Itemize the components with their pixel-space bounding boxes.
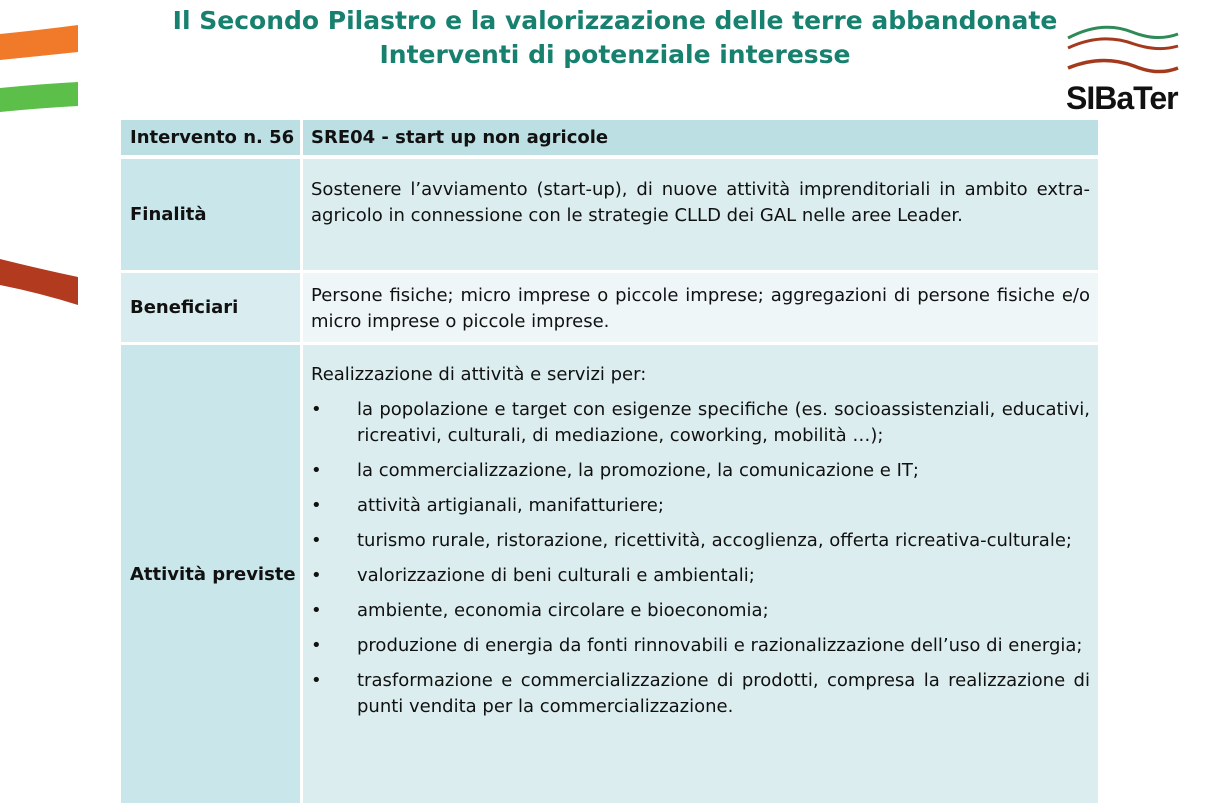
table-row-attivita — [121, 345, 1098, 803]
title-line-1: Il Secondo Pilastro e la valorizzazione delle terre abbandonate — [172, 6, 1058, 35]
table-header-row — [121, 120, 1098, 155]
attivita-list — [311, 397, 1090, 720]
finalita-label: Finalità — [121, 159, 300, 270]
list-item: • turismo rurale, ristorazione, ricettività, accoglienza, offerta ricreativa-culturale; — [311, 528, 1090, 554]
green-stripe-decoration — [0, 80, 80, 120]
list-item: • produzione di energia da fonti rinnovabili e razionalizzazione dell’uso di energia; — [311, 633, 1090, 659]
header-value: SRE04 - start up non agricole — [303, 120, 1098, 155]
attivita-value — [303, 345, 1098, 803]
red-stripe-decoration — [0, 255, 80, 310]
table-row-beneficiari — [121, 273, 1098, 342]
finalita-text: Sostenere l’avviamento (start-up), di nuove attività imprenditoriali in ambito extra-agricolo in connessione con le strategie CLLD dei GAL nelle aree Leader. — [311, 179, 1090, 226]
attivita-intro: Realizzazione di attività e servizi per: — [311, 364, 647, 385]
beneficiari-text: Persone fisiche; micro imprese o piccole imprese; aggregazioni di persone fisiche e/o micro imprese o piccole imprese. — [311, 285, 1090, 332]
list-item: • la popolazione e target con esigenze specifiche (es. socioassistenziali, educativi, ricreativi, culturali, di mediazione, coworking, mobilità …); — [311, 397, 1090, 449]
page-title — [80, 4, 1150, 72]
orange-stripe-decoration — [0, 22, 80, 62]
list-item: • trasformazione e commercializzazione di prodotti, compresa la realizzazione di punti vendita per la commercializzazione. — [311, 668, 1090, 720]
finalita-value — [303, 159, 1098, 270]
beneficiari-value — [303, 273, 1098, 342]
header-label: Intervento n. 56 — [121, 120, 300, 155]
list-item: • la commercializzazione, la promozione, la comunicazione e IT; — [311, 458, 1090, 484]
attivita-label: Attività previste — [121, 345, 300, 803]
beneficiari-label: Beneficiari — [121, 273, 300, 342]
list-item: • attività artigianali, manifatturiere; — [311, 493, 1090, 519]
list-item: • ambiente, economia circolare e bioeconomia; — [311, 598, 1090, 624]
sibater-logo-text: SIBaTer — [1066, 80, 1178, 116]
title-line-2: Interventi di potenziale interesse — [379, 40, 851, 69]
table-row-finalita — [121, 159, 1098, 270]
list-item: • valorizzazione di beni culturali e ambientali; — [311, 563, 1090, 589]
